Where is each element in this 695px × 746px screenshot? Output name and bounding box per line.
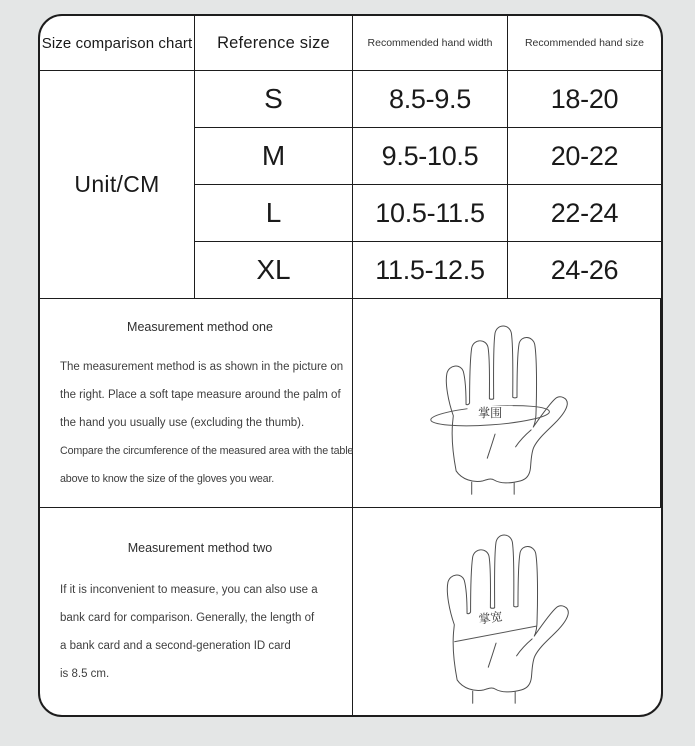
method-one-line: the hand you usually use (excluding the thumb). — [60, 417, 305, 429]
method-two-line: If it is inconvenient to measure, you can also use a — [60, 584, 318, 596]
size-chart-card — [38, 14, 663, 717]
method-one-title: Measurement method one — [127, 320, 273, 334]
hand-size-xl: 24-26 — [508, 242, 661, 299]
method-two-line: bank card for comparison. Generally, the length of — [60, 612, 315, 624]
hand-size-s: 18-20 — [508, 71, 661, 128]
size-label-xl: XL — [195, 242, 353, 299]
method-one-section — [40, 299, 353, 508]
method-two-text — [60, 576, 340, 688]
method-two-section — [40, 508, 353, 715]
size-label-m: M — [195, 128, 353, 185]
hand-width-s: 8.5-9.5 — [353, 71, 508, 128]
method-two-illustration-cell — [353, 508, 661, 715]
method-one-line: above to know the size of the gloves you wear. — [60, 473, 275, 485]
unit-label-cell: Unit/CM — [40, 71, 195, 299]
method-one-line: the right. Place a soft tape measure around the palm of — [60, 389, 341, 401]
hand-width-xl: 11.5-12.5 — [353, 242, 508, 299]
hand-width-m: 9.5-10.5 — [353, 128, 508, 185]
method-one-line: The measurement method is as shown in the picture on — [60, 361, 344, 373]
size-label-l: L — [195, 185, 353, 242]
method-two-title: Measurement method two — [127, 541, 273, 555]
hand-size-l: 22-24 — [508, 185, 661, 242]
method-one-line: Compare the circumference of the measured area with the table — [60, 445, 354, 457]
hand-width-l: 10.5-11.5 — [353, 185, 508, 242]
hand-palm-circumference-illustration — [425, 311, 574, 495]
method-two-line: is 8.5 cm. — [60, 668, 110, 680]
method-one-text — [60, 353, 354, 493]
header-recommended-hand-width: Recommended hand width — [353, 16, 508, 71]
method-one-illustration-cell — [353, 299, 661, 508]
header-recommended-hand-size: Recommended hand size — [508, 16, 661, 71]
hand-size-m: 20-22 — [508, 128, 661, 185]
hand-palm-width-illustration — [426, 520, 575, 704]
palm-width-label: 掌宽 — [477, 608, 504, 627]
header-reference-size: Reference size — [195, 16, 353, 71]
header-size-comparison-chart: Size comparison chart — [40, 16, 195, 71]
size-chart-table — [40, 16, 661, 715]
size-label-s: S — [195, 71, 353, 128]
palm-circumference-label: 掌围 — [478, 406, 503, 421]
method-two-line: a bank card and a second-generation ID card — [60, 640, 291, 652]
